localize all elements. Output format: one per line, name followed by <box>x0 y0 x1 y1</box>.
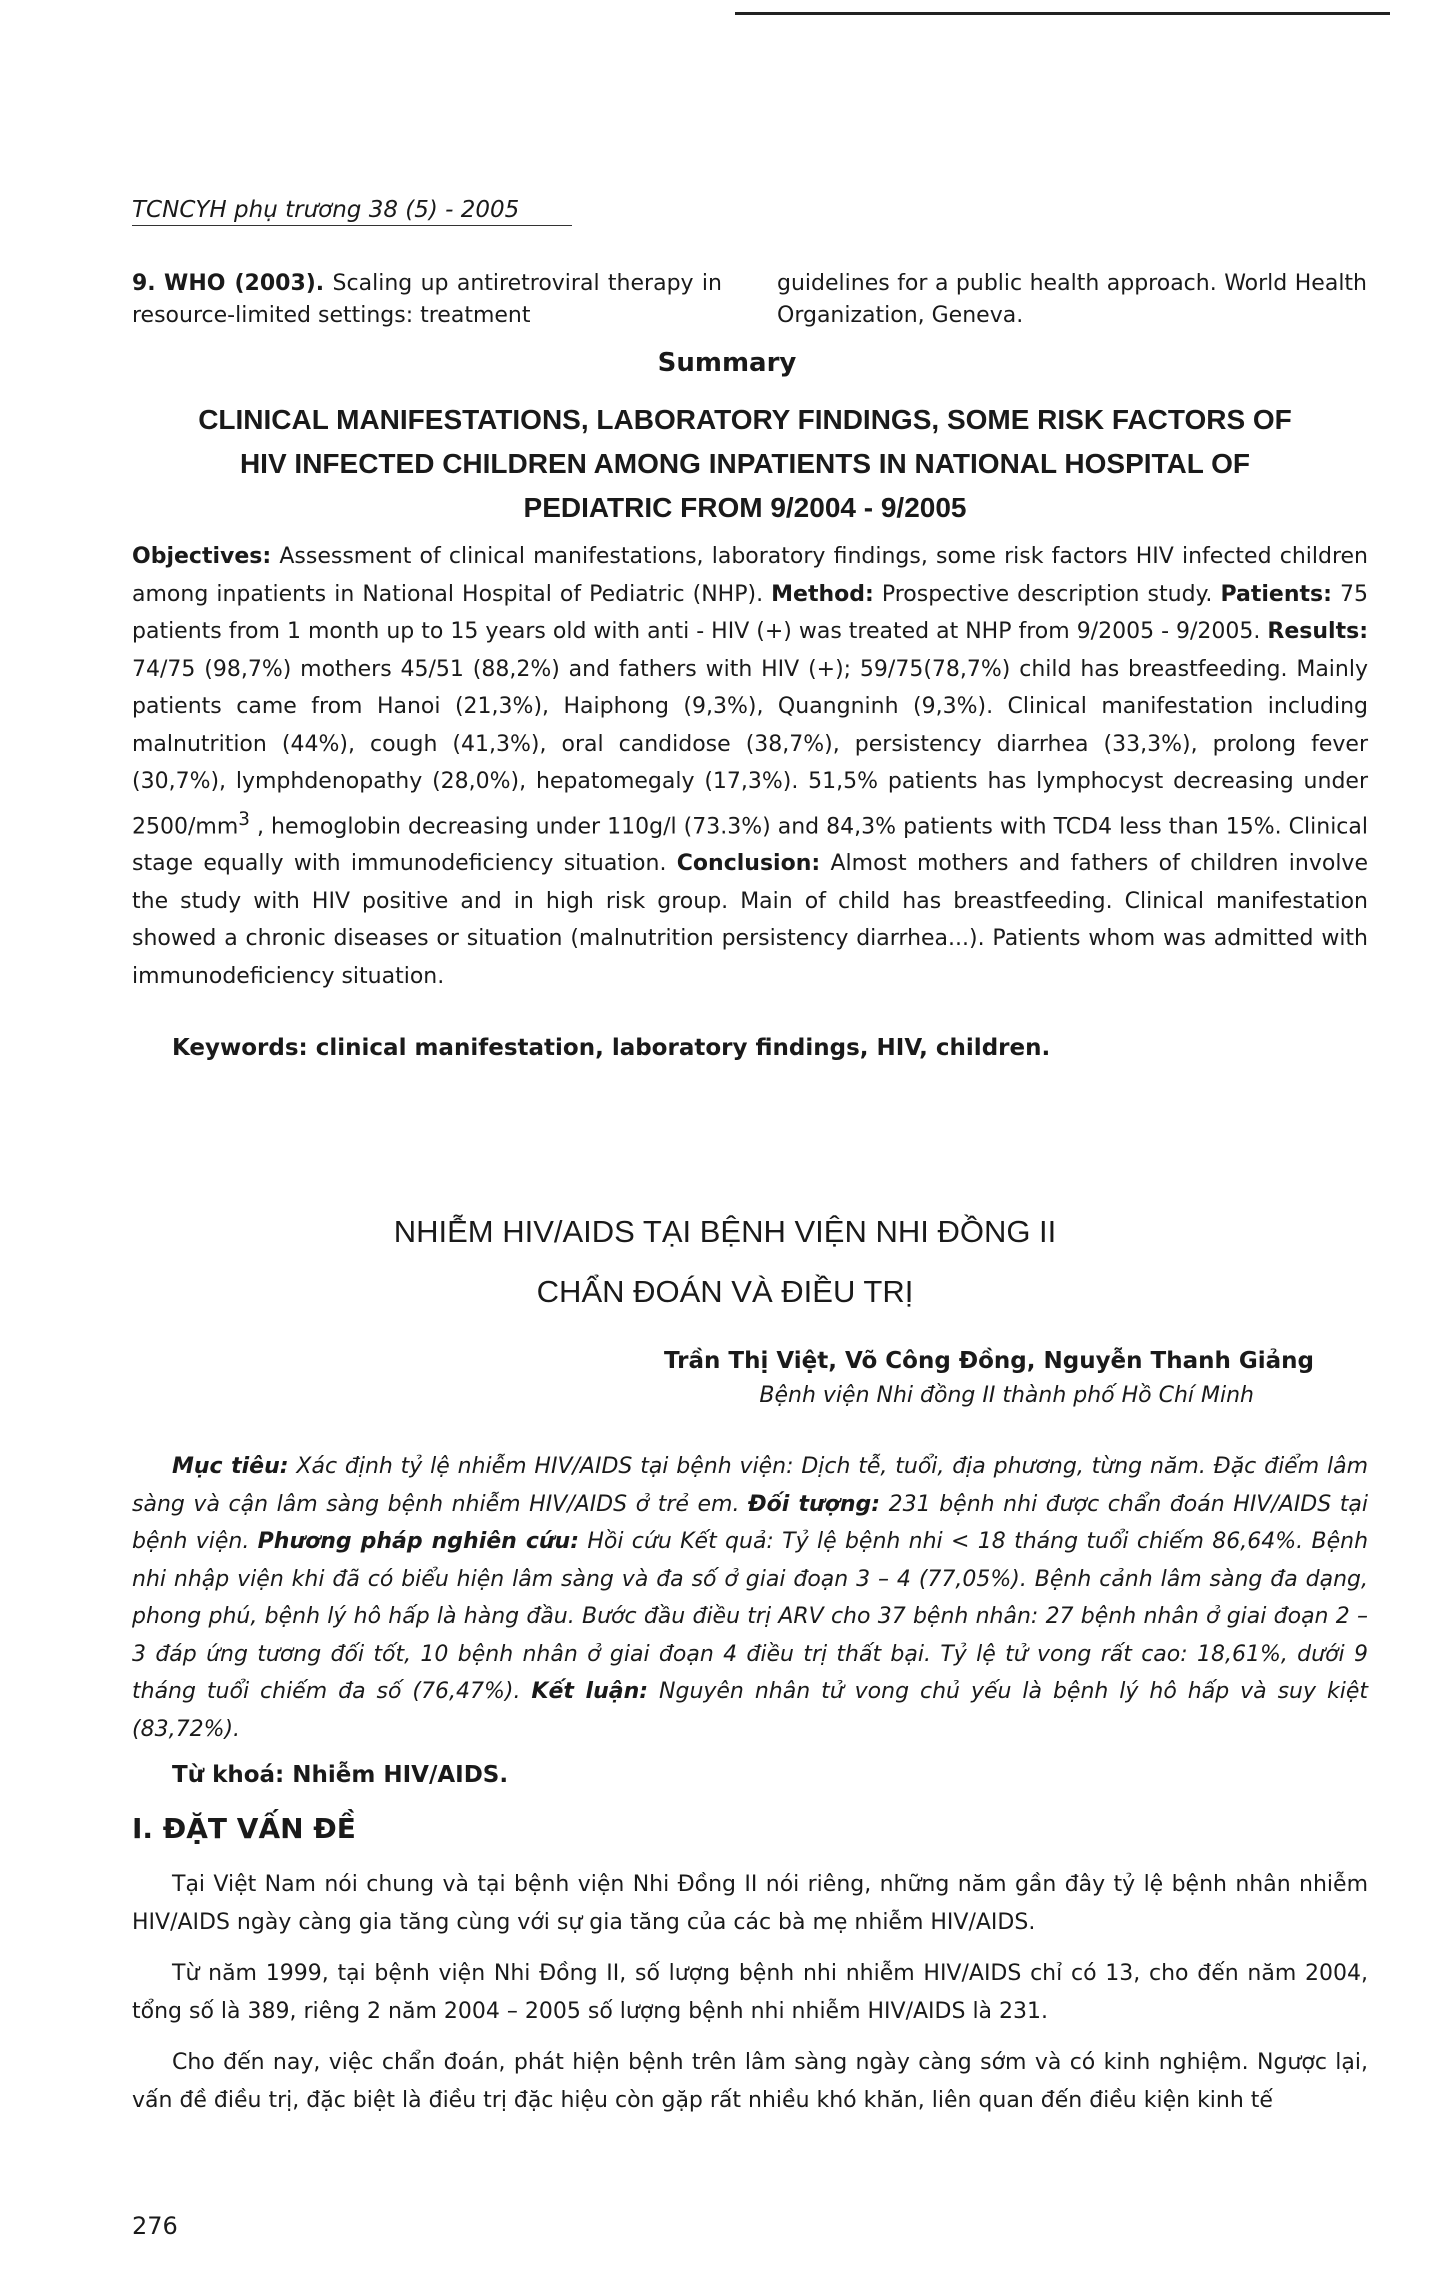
patients-text: 75 patients from 1 month up to 15 years old with anti - HIV (+) was treated at NHP from 9/2005 - 9/2005. <box>132 581 1368 644</box>
running-head: TCNCYH phụ trương 38 (5) - 2005 <box>132 197 572 226</box>
article-title <box>150 1202 1300 1322</box>
vietnamese-abstract <box>132 1448 1368 1748</box>
reference-author: WHO (2003). <box>164 271 325 296</box>
objective-label: Mục tiêu: <box>172 1454 289 1479</box>
conclusion-text: Almost mothers and fathers of children involve the study with HIV positive and in high risk group. Main of child has breastfeeding. Clinical manifestation showed a chronic diseases or situation (malnutrition persistency diarrhea...). Patients whom was admitted with immunodeficiency situation. <box>132 851 1368 989</box>
section-heading: I. ĐẶT VẤN ĐỀ <box>132 1812 356 1845</box>
objectives-label: Objectives: <box>132 544 272 569</box>
english-abstract <box>132 538 1368 995</box>
method-label: Method: <box>771 581 874 607</box>
english-title-line-3: PEDIATRIC FROM 9/2004 - 9/2005 <box>523 492 967 523</box>
reference-number: 9. <box>132 271 156 296</box>
objectives-text: Assessment of clinical manifestations, laboratory findings, some risk factors HIV infected children among inpatients in National Hospital of Pediatric (NHP). <box>132 544 1368 607</box>
vietnamese-keywords: Từ khoá: Nhiễm HIV/AIDS. <box>172 1762 509 1788</box>
vn-conclusion-label: Kết luận: <box>531 1679 649 1704</box>
results-text-a: 74/75 (98,7%) mothers 45/51 (88,2%) and fathers with HIV (+); 59/75(78,7%) child has breastfeeding. Mainly patients came from Hanoi (21,3%), Haiphong (9,3%), Quangninh (9,3%). Clinical manifestation including malnutrition (44%), cough (41,3%), oral candidose (38,7%), persistency diarrhea (33,3%), prolong fever (30,7%), lymphdenopathy (28,0%), hepatomegaly (17,3%). 51,5% patients has lymphocyst decreasing under 2500/mm <box>132 656 1368 839</box>
body-paragraph: Tại Việt Nam nói chung và tại bệnh viện Nhi Đồng II nói riêng, những năm gần đây tỷ lệ bệnh nhân nhiễm HIV/AIDS ngày càng gia tăng cùng với sự gia tăng của các bà mẹ nhiễm HIV/AIDS. <box>132 1872 1368 1935</box>
reference-left-column <box>132 268 722 332</box>
results-superscript: 3 <box>238 808 250 830</box>
patients-label: Patients: <box>1220 581 1332 607</box>
authors: Trần Thị Việt, Võ Công Đồng, Nguyễn Thanh Giảng <box>663 1348 1314 1374</box>
objective-text: Xác định tỷ lệ nhiễm HIV/AIDS tại bệnh viện: Dịch tễ, tuổi, địa phương, từng năm. Đặc điểm lâm sàng và cận lâm sàng bệnh nhiễm HIV/AIDS ở trẻ em. <box>132 1454 1369 1517</box>
method-text: Prospective description study. <box>881 581 1213 607</box>
affiliation: Bệnh viện Nhi đồng II thành phố Hồ Chí Minh <box>759 1383 1254 1408</box>
english-title-line-1: CLINICAL MANIFESTATIONS, LABORATORY FINDINGS, SOME RISK FACTORS OF <box>198 404 1292 435</box>
article-title-line-2: CHẨN ĐOÁN VÀ ĐIỀU TRỊ <box>536 1274 914 1309</box>
body-paragraph: Cho đến nay, việc chẩn đoán, phát hiện bệnh trên lâm sàng ngày càng sớm và có kinh nghiệm. Ngược lại, vấn đề điều trị, đặc biệt là điều trị đặc hiệu còn gặp rất nhiều khó khăn, liên quan đến điều kiện kinh tế <box>132 2050 1368 2113</box>
top-rule <box>735 12 1390 15</box>
results-label: Results: <box>1267 619 1368 644</box>
summary-label: Summary <box>657 348 797 378</box>
reference-text-left: Scaling up antiretroviral therapy in resource-limited settings: treatment <box>132 271 722 328</box>
subjects-text: 231 bệnh nhi được chẩn đoán HIV/AIDS tại bệnh viện. <box>132 1491 1369 1554</box>
methods-text: Hồi cứu Kết quả: Tỷ lệ bệnh nhi < 18 tháng tuổi chiếm 86,64%. Bệnh nhi nhập viện khi đã có biểu hiện lâm sàng và đa số ở giai đoạn 3 – 4 (77,05%). Bệnh cảnh lâm sàng đa dạng, phong phú, bệnh lý hô hấp là hàng đầu. Bước đầu điều trị ARV cho 37 bệnh nhân: 27 bệnh nhân ở giai đoạn 2 – 3 đáp ứng tương đối tốt, 10 bệnh nhân ở giai đoạn 4 điều trị thất bại. Tỷ lệ tử vong rất cao: 18,61%, dưới 9 tháng tuổi chiếm đa số (76,47%). <box>132 1529 1369 1704</box>
article-title-line-1: NHIỄM HIV/AIDS TẠI BỆNH VIỆN NHI ĐỒNG II <box>393 1214 1057 1249</box>
subjects-label: Đối tượng: <box>748 1491 881 1517</box>
reference-right-column: guidelines for a public health approach. World Health Organization, Geneva. <box>777 271 1367 328</box>
page-number: 276 <box>132 2212 178 2240</box>
conclusion-label: Conclusion: <box>676 851 821 877</box>
english-title-line-2: HIV INFECTED CHILDREN AMONG INPATIENTS IN NATIONAL HOSPITAL OF <box>239 448 1251 479</box>
vn-conclusion-text: Nguyên nhân tử vong chủ yếu là bệnh lý hô hấp và suy kiệt (83,72%). <box>132 1679 1368 1742</box>
english-keywords: Keywords: clinical manifestation, laboratory findings, HIV, children. <box>172 1035 1051 1061</box>
methods-label: Phương pháp nghiên cứu: <box>257 1529 580 1554</box>
english-title <box>120 398 1370 530</box>
results-text-b: , hemoglobin decreasing under 110g/l (73.3%) and 84,3% patients with TCD4 less than 15%. Clinical stage equally with immunodeficiency situation. <box>132 813 1368 877</box>
body-paragraph: Từ năm 1999, tại bệnh viện Nhi Đồng II, số lượng bệnh nhi nhiễm HIV/AIDS chỉ có 13, cho đến năm 2004, tổng số là 389, riêng 2 năm 2004 – 2005 số lượng bệnh nhi nhiễm HIV/AIDS là 231. <box>132 1961 1368 2024</box>
